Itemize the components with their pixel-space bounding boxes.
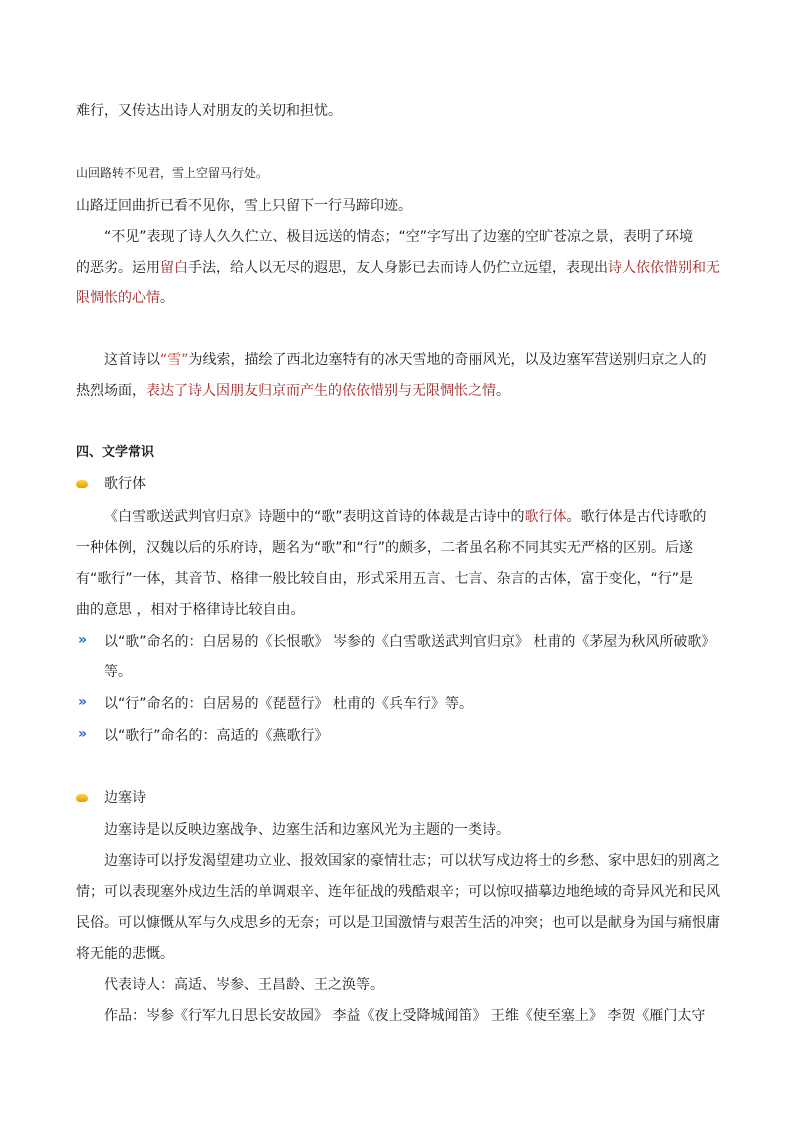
emphasis-text: 表达了诗人因朋友归京而产生的依依惜别与无限惆怅之情 (146, 383, 496, 399)
paragraph-line: 作品：岑参《行军九日思长安故园》 李益《夜上受降城闻笛》 王维《使至塞上》 李贺《雁门太守 (104, 1008, 706, 1024)
subsection-title: 歌行体 (104, 476, 146, 492)
emphasis-text: 限惆怅的心情 (76, 290, 160, 306)
list-item: 以“行”命名的：白居易的《琵琶行》 杜甫的《兵车行》等。 (104, 696, 473, 712)
paragraph-line: 一种体例，汉魏以后的乐府诗，题名为“歌”和“行”的颇多，二者虽名称不同其实无严格的区别。后遂 (76, 540, 694, 556)
paragraph-line: 将无能的悲慨。 (76, 946, 174, 962)
text-run: 热烈场面， (76, 383, 146, 399)
paragraph-line (76, 288, 174, 308)
list-item: 以“歌行”命名的：高适的《燕歌行》 (104, 728, 329, 744)
paragraph-line: “不见”表现了诗人久久伫立、极目远送的情态；“空”字写出了边塞的空旷苍凉之景，表明了环境 (104, 229, 694, 245)
text-run: 手法，给人以无尽的遐思，友人身影已去而诗人仍伫立远望，表现出 (188, 260, 608, 276)
paragraph-line: 边塞诗可以抒发渴望建功立业、报效国家的豪情壮志；可以状写戍边将士的乡愁、家中思妇的别离之 (104, 853, 720, 869)
paragraph-line: 代表诗人：高适、岑参、王昌龄、王之涣等。 (104, 977, 384, 993)
paragraph-line (76, 381, 510, 401)
paragraph-line: 山路迂回曲折已看不见你，雪上只留下一行马蹄印迹。 (76, 198, 412, 214)
section-heading: 四、文学常识 (76, 445, 155, 460)
emphasis-text: 歌行体 (524, 509, 567, 525)
paragraph-line: 有“歌行”一体，其音节、格律一般比较自由，形式采用五言、七言、杂言的古体，富于变化，“行”是 (76, 571, 694, 587)
text-run: 为线索，描绘了西北边塞特有的冰天雪地的奇丽风光，以及边塞军营送别归京之人的 (188, 352, 707, 368)
paragraph-line: 情；可以表现塞外戍边生活的单调艰辛、连年征战的残酷艰辛；可以惊叹描摹边地绝域的奇异风光和民风 (76, 884, 720, 900)
subsection-title: 边塞诗 (104, 790, 146, 806)
paragraph-line: 边塞诗是以反映边塞战争、边塞生活和边塞风光为主题的一类诗。 (104, 822, 510, 838)
orange-dot-icon (76, 794, 88, 802)
list-item: 以“歌”命名的：白居易的《长恨歌》 岑参的《白雪歌送武判官归京》 杜甫的《茅屋为秋风所破歌》 (104, 634, 716, 650)
text-run: 的恶劣。运用 (76, 260, 160, 276)
paragraph-line: 民俗。可以慷慨从军与久戍思乡的无奈；可以是卫国激情与艰苦生活的冲突；也可以是献身为国与痛恨庸 (76, 915, 720, 931)
text-run: 这首诗以 (104, 352, 160, 368)
orange-dot-icon (76, 480, 88, 488)
emphasis-text: 留白 (160, 260, 188, 276)
paragraph-line: 难行，又传达出诗人对朋友的关切和担忧。 (76, 103, 342, 119)
list-item-continued: 等。 (104, 664, 132, 680)
text-run: 。歌行体是古代诗歌的 (566, 509, 707, 525)
text-run: 。 (160, 290, 174, 306)
paragraph-line: 曲的意思 ，相对于格律诗比较自由。 (76, 602, 305, 618)
text-run: 。 (496, 383, 510, 399)
double-chevron-icon: » (78, 694, 88, 710)
double-chevron-icon: » (78, 726, 88, 742)
highlight-text: “雪” (160, 352, 189, 368)
double-chevron-icon: » (78, 632, 88, 648)
poem-quote: 山回路转不见君，雪上空留马行处。 (76, 166, 269, 180)
emphasis-text: 诗人依依惜别和无 (608, 260, 720, 276)
paragraph-line (76, 258, 720, 278)
paragraph-line (104, 507, 707, 527)
text-run: 《白雪歌送武判官归京》诗题中的“歌”表明这首诗的体裁是古诗中的 (104, 509, 525, 525)
paragraph-line (104, 350, 707, 370)
